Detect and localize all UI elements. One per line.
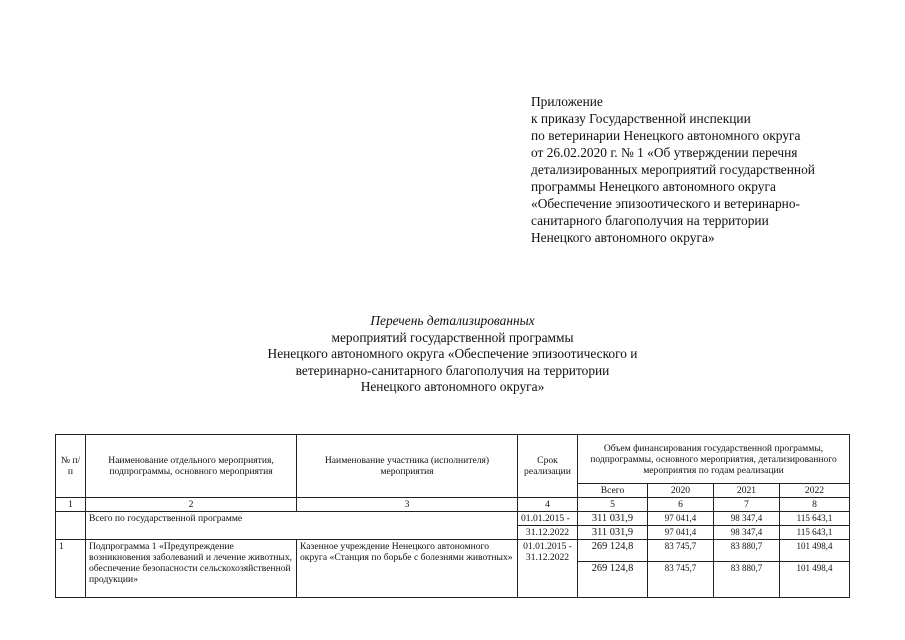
row-total: 269 124,8	[578, 540, 648, 562]
appendix-line: детализированных мероприятий государственной	[531, 162, 815, 177]
row-2020: 83 745,7	[648, 562, 714, 598]
total-row-label: Всего по государственной программе	[86, 512, 518, 540]
column-number: 5	[578, 498, 648, 512]
header-num: № п/п	[56, 435, 86, 498]
row-total: 269 124,8	[578, 562, 648, 598]
total-row-term-start: 01.01.2015 -	[518, 512, 578, 526]
table-row	[56, 540, 850, 562]
total-row-2021: 98 347,4	[714, 526, 780, 540]
column-number: 8	[780, 498, 850, 512]
total-row-2020: 97 041,4	[648, 526, 714, 540]
total-row-num	[56, 512, 86, 540]
total-row-2022: 115 643,1	[780, 526, 850, 540]
row-2022: 101 498,4	[780, 540, 850, 562]
column-number: 1	[56, 498, 86, 512]
row-2021: 83 880,7	[714, 562, 780, 598]
appendix-line: программы Ненецкого автономного округа	[531, 179, 776, 194]
column-number: 6	[648, 498, 714, 512]
header-name: Наименование отдельного мероприятия, подпрограммы, основного мероприятия	[86, 435, 297, 498]
measures-table	[55, 434, 850, 598]
row-name: Подпрограмма 1 «Предупреждение возникновения заболеваний и лечение животных, обеспечение безопасности сельскохозяйственной продукции»	[86, 540, 297, 598]
total-row-term-end: 31.12.2022	[518, 526, 578, 540]
header-total: Всего	[578, 484, 648, 498]
total-row-total: 311 031,9	[578, 512, 648, 526]
row-2020: 83 745,7	[648, 540, 714, 562]
appendix-line: по ветеринарии Ненецкого автономного округа	[531, 128, 801, 143]
header-2022: 2022	[780, 484, 850, 498]
row-num: 1	[56, 540, 86, 598]
total-row-2022: 115 643,1	[780, 512, 850, 526]
header-term: Срок реализации	[518, 435, 578, 498]
title-line: Ненецкого автономного округа «Обеспечение эпизоотического и	[267, 346, 638, 361]
appendix-line: санитарного благополучия на территории	[531, 213, 769, 228]
title-line: мероприятий государственной программы	[331, 329, 574, 345]
header-2020: 2020	[648, 484, 714, 498]
appendix-line: «Обеспечение эпизоотического и ветеринарно-	[531, 196, 800, 211]
row-term-start: 01.01.2015 -	[523, 541, 572, 552]
appendix-line: Приложение	[531, 94, 603, 109]
row-2022: 101 498,4	[780, 562, 850, 598]
column-number: 3	[297, 498, 518, 512]
total-row-total: 311 031,9	[578, 526, 648, 540]
appendix-line: от 26.02.2020 г. № 1 «Об утверждении перечня	[531, 145, 798, 160]
row-2021: 83 880,7	[714, 540, 780, 562]
appendix-block	[531, 93, 861, 246]
total-row-2020: 97 041,4	[648, 512, 714, 526]
row-participant: Казенное учреждение Ненецкого автономного округа «Станция по борьбе с болезнями животных»	[297, 540, 518, 598]
appendix-line: к приказу Государственной инспекции	[531, 111, 751, 126]
title-line: Перечень детализированных	[370, 313, 535, 328]
header-funding: Объем финансирования государственной программы, подпрограммы, основного мероприятия, детализированного мероприятия по годам реализации	[578, 435, 850, 484]
row-term	[518, 540, 578, 598]
document-title	[200, 313, 705, 396]
title-line: ветеринарно-санитарного благополучия на территории	[295, 362, 610, 378]
appendix-line: Ненецкого автономного округа»	[531, 230, 715, 245]
title-line: Ненецкого автономного округа»	[360, 379, 545, 394]
total-row-2021: 98 347,4	[714, 512, 780, 526]
row-term-end: 31.12.2022	[525, 552, 570, 563]
column-number: 4	[518, 498, 578, 512]
column-number: 7	[714, 498, 780, 512]
column-number: 2	[86, 498, 297, 512]
header-participant: Наименование участника (исполнителя) мероприятия	[297, 435, 518, 498]
table-row	[56, 512, 850, 526]
header-2021: 2021	[714, 484, 780, 498]
